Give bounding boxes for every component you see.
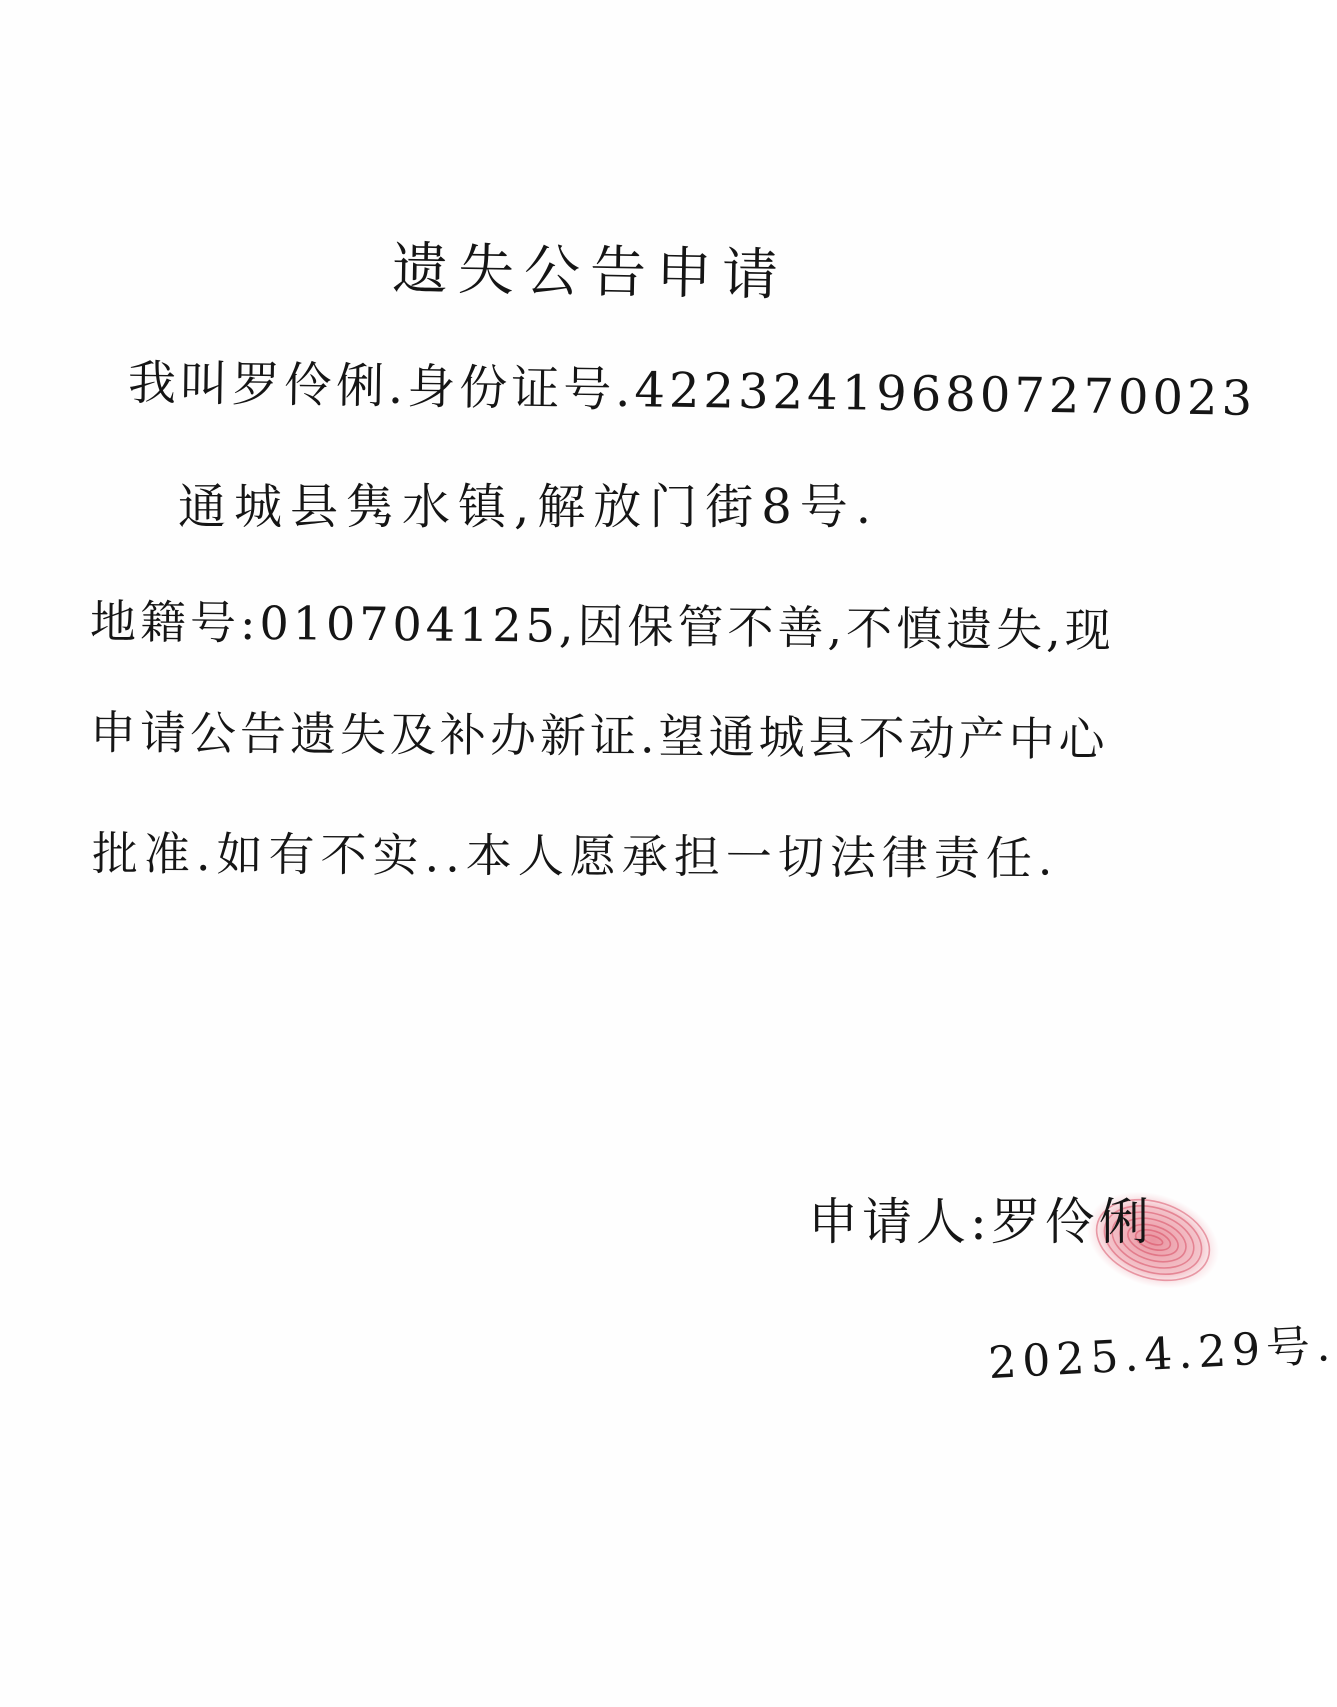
document-title: 遗失公告申请 xyxy=(391,236,789,309)
applicant-signature xyxy=(808,1182,1153,1254)
body-line-3: 地籍号:010704125,因保管不善,不慎遗失,现 xyxy=(89,594,1115,658)
applicant-name: 罗伶俐 xyxy=(990,1193,1153,1251)
applicant-label: 申请人: xyxy=(808,1193,991,1251)
body-line-5: 批准.如有不实..本人愿承担一切法律责任. xyxy=(91,826,1059,886)
signature-date: 2025.4.29号. xyxy=(987,1319,1337,1390)
body-line-4: 申请公告遗失及补办新证.望通城县不动产中心 xyxy=(89,705,1109,767)
body-line-2: 通城县隽水镇,解放门街8号. xyxy=(178,479,880,535)
body-line-1: 我叫罗伶俐.身份证号.422324196807270023 xyxy=(127,355,1257,427)
